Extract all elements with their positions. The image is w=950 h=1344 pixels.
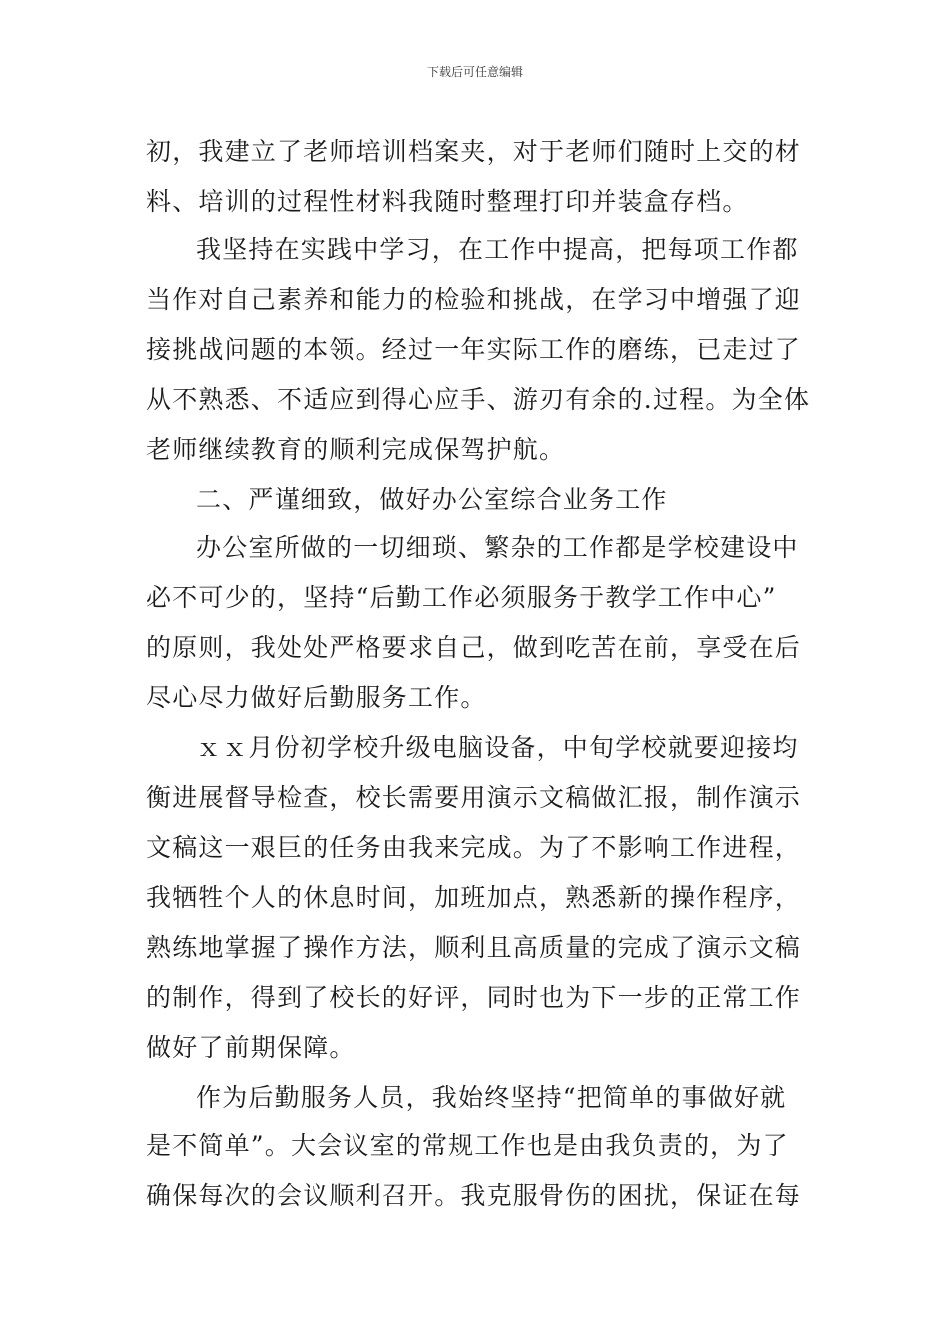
text-line: 熟练地掌握了操作方法，顺利且高质量的完成了演示文稿 [146, 933, 802, 962]
text-line: 尽心尽力做好后勤服务工作。 [146, 683, 487, 712]
text-line: 我坚持在实践中学习，在工作中提高，把每项工作都 [196, 235, 799, 264]
text-line: 作为后勤服务人员，我始终坚持“把简单的事做好就 [196, 1083, 787, 1112]
text-line: 文稿这一艰巨的任务由我来完成。为了不影响工作进程， [146, 833, 802, 862]
text-line: 老师继续教育的顺利完成保驾护航。 [146, 435, 566, 464]
text-line: 做好了前期保障。 [146, 1033, 356, 1062]
text-line: 当作对自己素养和能力的检验和挑战，在学习中增强了迎 [146, 285, 802, 314]
text-line: 我牺牲个人的休息时间，加班加点，熟悉新的操作程序， [146, 883, 802, 912]
text-line: 办公室所做的一切细琐、繁杂的工作都是学校建设中 [196, 533, 799, 562]
text-line: 的制作，得到了校长的好评，同时也为下一步的正常工作 [146, 983, 802, 1012]
text-line: 接挑战问题的本领。经过一年实际工作的磨练，已走过了 [146, 335, 802, 364]
section-heading: 二、严谨细致，做好办公室综合业务工作 [196, 485, 668, 514]
text-line: 确保每次的会议顺利召开。我克服骨伤的困扰，保证在每 [146, 1181, 802, 1210]
text-line: 初，我建立了老师培训档案夹，对于老师们随时上交的材 [146, 137, 802, 166]
text-line: 是不简单”。大会议室的常规工作也是由我负责的，为了 [146, 1131, 789, 1160]
text-line: 必不可少的，坚持“后勤工作必须服务于教学工作中心” [146, 583, 777, 612]
text-line: 料、培训的过程性材料我随时整理打印并装盒存档。 [146, 187, 749, 216]
text-line: 从不熟悉、不适应到得心应手、游刃有余的.过程。为全体 [146, 385, 811, 414]
page-header: 下载后可任意编辑 [426, 65, 523, 79]
text-line: 的原则，我处处严格要求自己，做到吃苦在前，享受在后 [146, 633, 802, 662]
text-line: ｘｘ月份初学校升级电脑设备，中旬学校就要迎接均 [196, 733, 799, 762]
text-line: 衡进展督导检查，校长需要用演示文稿做汇报，制作演示 [146, 783, 802, 812]
